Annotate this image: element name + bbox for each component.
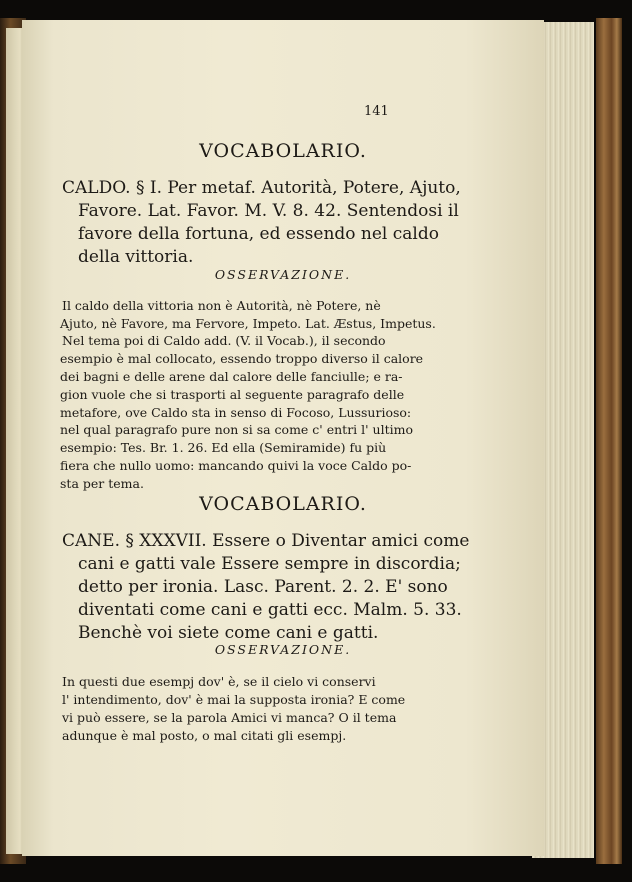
entry-line: Benchè voi siete come cani e gatti. bbox=[78, 623, 379, 643]
observation-line: adunque è mal posto, o mal citati gli esempj. bbox=[62, 728, 347, 743]
entry-line: detto per ironia. Lasc. Parent. 2. 2. E' sono bbox=[78, 577, 448, 597]
entry-line: favore della fortuna, ed essendo nel caldo bbox=[78, 224, 439, 244]
entry-line: diventati come cani e gatti ecc. Malm. 5. 33. bbox=[78, 600, 462, 620]
entry-line: CALDO. § I. Per metaf. Autorità, Potere, Ajuto, bbox=[62, 178, 461, 198]
page-number: 141 bbox=[364, 104, 389, 119]
observation-title: OSSERVAZIONE. bbox=[214, 267, 352, 282]
observation-line: dei bagni e delle arene dal calore delle fanciulle; e ra- bbox=[60, 369, 403, 384]
observation-line: fiera che nullo uomo: mancando quivi la voce Caldo po- bbox=[60, 458, 412, 473]
observation-title: OSSERVAZIONE. bbox=[214, 642, 352, 657]
book-page bbox=[22, 20, 544, 856]
entry-line: Favore. Lat. Favor. M. V. 8. 42. Sentendosi il bbox=[78, 201, 459, 221]
section-heading: VOCABOLARIO. bbox=[199, 140, 367, 162]
observation-line: vi può essere, se la parola Amici vi manca? O il tema bbox=[62, 710, 397, 725]
observation-line: l' intendimento, dov' è mai la supposta ironia? E come bbox=[62, 692, 406, 707]
entry-line: CANE. § XXXVII. Essere o Diventar amici come bbox=[62, 531, 470, 551]
observation-line: metafore, ove Caldo sta in senso di Focoso, Lussurioso: bbox=[60, 405, 412, 420]
observation-line: sta per tema. bbox=[60, 476, 144, 491]
observation-line: In questi due esempj dov' è, se il cielo vi conservi bbox=[62, 674, 376, 689]
observation-line: nel qual paragrafo pure non si sa come c' entri l' ultimo bbox=[60, 422, 413, 437]
observation-line: Nel tema poi di Caldo add. (V. il Vocab.), il secondo bbox=[62, 333, 386, 348]
book-cover-right bbox=[596, 18, 622, 864]
observation-line: Ajuto, nè Favore, ma Fervore, Impeto. Lat. Æstus, Impetus. bbox=[60, 316, 436, 331]
section-heading: VOCABOLARIO. bbox=[199, 493, 367, 515]
observation-line: gion vuole che si trasporti al seguente paragrafo delle bbox=[60, 387, 405, 402]
entry-line: cani e gatti vale Essere sempre in discordia; bbox=[78, 554, 461, 574]
observation-line: esempio è mal collocato, essendo troppo diverso il calore bbox=[60, 351, 424, 366]
observation-line: Il caldo della vittoria non è Autorità, nè Potere, nè bbox=[62, 298, 381, 313]
observation-line: esempio: Tes. Br. 1. 26. Ed ella (Semiramide) fu più bbox=[60, 440, 387, 455]
entry-line: della vittoria. bbox=[78, 247, 194, 267]
